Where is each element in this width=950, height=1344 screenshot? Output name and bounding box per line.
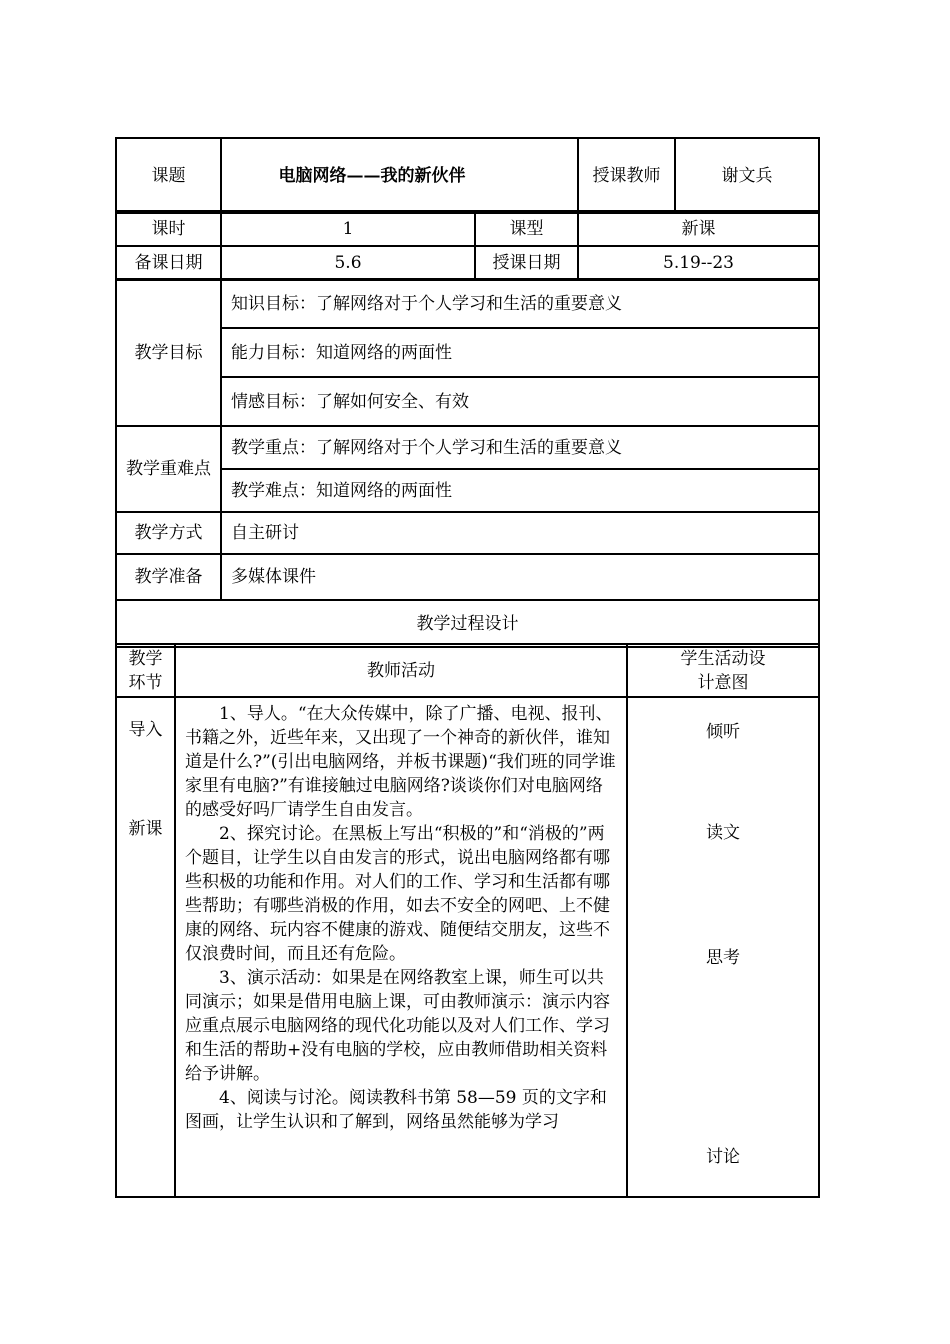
col-stage-header: 教学环节 (116, 644, 175, 697)
method-value: 自主研讨 (221, 512, 819, 554)
paragraph-demo: 3、演示活动：如果是在网络教室上课，师生可以共同演示；如果是借用电脑上课，可由教师演示：演示内容应重点展示电脑网络的现代化功能以及对人们工作、学习和生活的帮助+没有电脑的学校，应由教师借助相关资料给予讲解。 (185, 968, 610, 1084)
student-activity-think: 思考 (706, 948, 740, 968)
type-value: 新课 (578, 211, 819, 246)
objective-emotion: 情感目标：了解如何安全、有效 (221, 377, 819, 426)
stage-column (116, 697, 175, 1197)
teacher-value: 谢文兵 (675, 138, 819, 213)
key-point-difficulty: 教学难点：知道网络的两面性 (221, 469, 819, 512)
lesson-plan-header (115, 137, 820, 214)
stage-intro: 导入 (128, 720, 163, 740)
lesson-plan-goals (115, 278, 820, 648)
paragraph-discussion: 2、探究讨论。在黑板上写出“积极的”和“消极的”两个题目，让学生以自由发言的形式，说出电脑网络都有哪些积极的功能和作用。对人们的工作、学习和生活都有哪些帮助；有哪些消极的作用，如去不安全的网吧、上不健康的网络、玩内容不健康的游戏、随便结交朋友，这些不仅浪费时间，而且还有危险。 (185, 824, 610, 964)
paragraph-intro: 1、导人。“在大众传媒中，除了广播、电视、报刊、书籍之外，近些年来，又出现了一个神奇的新伙伴，谁知道是什么?”(引出电脑网络，并板书课题)“我们班的同学谁家里有电脑?”有谁接触过电脑网络?谈谈你们对电脑网络的感受好吗厂请学生自由发言。 (185, 704, 616, 820)
teach-date-label: 授课日期 (475, 246, 578, 280)
type-label: 课型 (475, 211, 578, 246)
prep-date-value: 5.6 (221, 246, 475, 280)
paragraph-reading: 4、阅读与讨沦。阅读教科书第 58—59 页的文字和图画，让学生认识和了解到，网络虽然能够为学习 (185, 1088, 607, 1132)
topic-value: 电脑网络——我的新伙伴 (221, 138, 578, 213)
preparation-label: 教学准备 (116, 554, 221, 600)
student-activity-read: 读文 (706, 823, 740, 843)
stage-new-lesson: 新课 (128, 819, 163, 839)
prep-date-label: 备课日期 (116, 246, 221, 280)
student-activity-listen: 倾听 (706, 722, 740, 742)
student-activity-column (627, 697, 819, 1197)
process-title: 教学过程设计 (116, 600, 819, 647)
col-teacher-header: 教师活动 (175, 644, 627, 697)
objective-ability: 能力目标：知道网络的两面性 (221, 328, 819, 377)
teaching-process (115, 643, 820, 1198)
teacher-label: 授课教师 (578, 138, 675, 213)
col-student-header: 学生活动设计意图 (627, 644, 819, 697)
teacher-activity-text (175, 697, 627, 1197)
objectives-label: 教学目标 (116, 279, 221, 426)
lesson-plan-meta (115, 210, 820, 281)
period-label: 课时 (116, 211, 221, 246)
objective-knowledge: 知识目标：了解网络对于个人学习和生活的重要意义 (221, 279, 819, 328)
topic-label: 课题 (116, 138, 221, 213)
preparation-value: 多媒体课件 (221, 554, 819, 600)
teach-date-value: 5.19--23 (578, 246, 819, 280)
method-label: 教学方式 (116, 512, 221, 554)
key-point-focus: 教学重点：了解网络对于个人学习和生活的重要意义 (221, 426, 819, 469)
key-points-label: 教学重难点 (116, 426, 221, 512)
student-activity-discuss: 讨论 (706, 1147, 740, 1167)
period-value: 1 (221, 211, 475, 246)
